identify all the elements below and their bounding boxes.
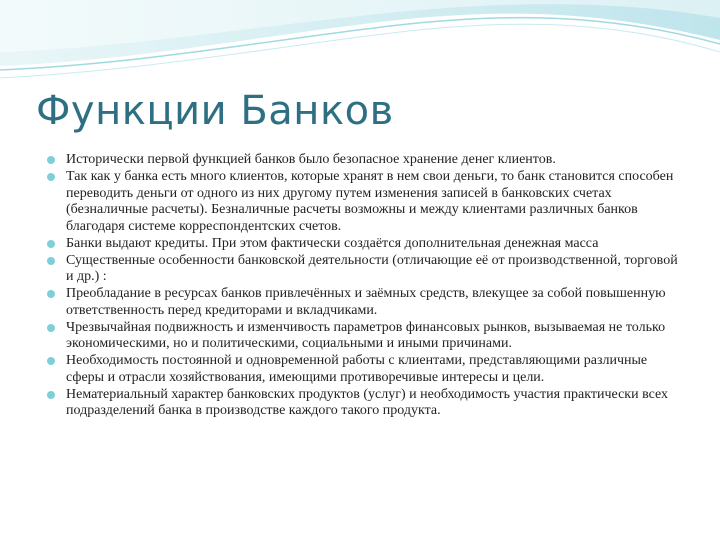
list-item — [44, 169, 684, 235]
bullet-icon — [47, 357, 55, 365]
slide-title: Функции Банков — [36, 88, 394, 134]
bullet-list — [44, 152, 684, 420]
list-item — [44, 286, 684, 319]
bullet-text: Банки выдают кредиты. При этом фактически создаётся дополнительная денежная масса — [66, 235, 599, 251]
header-wave-decoration — [0, 0, 720, 90]
bullet-text: Чрезвычайная подвижность и изменчивость параметров финансовых рынков, вызываемая не только экономическими, но и политическими, социальными и иными причинами. — [66, 319, 666, 351]
bullet-icon — [47, 257, 55, 265]
bullet-icon — [47, 324, 55, 332]
list-item — [44, 236, 684, 253]
bullet-icon — [47, 290, 55, 298]
bullet-text: Исторически первой функцией банков было безопасное хранение денег клиентов. — [66, 152, 556, 167]
list-item — [44, 353, 684, 386]
list-item — [44, 387, 684, 420]
bullet-icon — [47, 391, 55, 399]
bullet-text: Так как у банка есть много клиентов, которые хранят в нем свои деньги, то банк становится способен переводить деньги от одного из них другому путем изменения записей в банковских счетах (безналичные расчеты). Безналичные расчеты возможны и между клиентами различных банков благодаря системе корреспондентских счетов. — [66, 169, 674, 234]
bullet-text: Необходимость постоянной и одновременной работы с клиентами, представляющими различные сферы и отрасли хозяйствования, имеющими противоречивые интересы и цели. — [66, 353, 648, 385]
list-item — [44, 320, 684, 353]
bullet-icon — [47, 173, 55, 181]
bullet-icon — [47, 240, 55, 248]
bullet-icon — [47, 156, 55, 164]
bullet-text: Нематериальный характер банковских продуктов (услуг) и необходимость участия практически всех подразделений банка в производстве каждого такого продукта. — [66, 386, 669, 418]
bullet-text: Существенные особенности банковской деятельности (отличающие её от производственной, торговой и др.) : — [66, 252, 678, 284]
list-item — [44, 152, 684, 169]
list-item — [44, 253, 684, 286]
bullet-text: Преобладание в ресурсах банков привлечённых и заёмных средств, влекущее за собой повышенную ответственность перед кредиторами и вкладчиками. — [66, 286, 666, 318]
